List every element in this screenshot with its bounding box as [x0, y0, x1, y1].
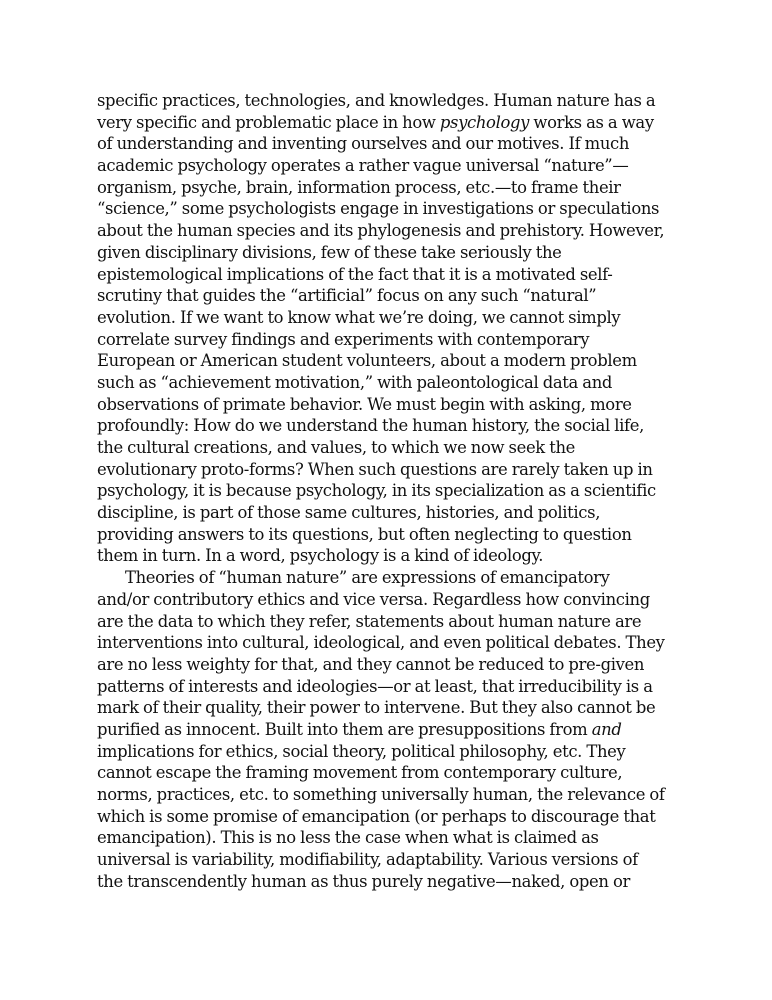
- text-line: profoundly: How do we understand the human history, the social life,: [97, 416, 644, 436]
- text-line: “science,” some psychologists engage in investigations or speculations: [97, 199, 660, 219]
- text-line: cannot escape the framing movement from contemporary culture,: [97, 763, 623, 783]
- text-line: European or American student volunteers, about a modern problem: [97, 351, 637, 371]
- page-body: [97, 90, 677, 892]
- text-span: very specific and problematic place in how: [97, 112, 440, 132]
- text-line: which is some promise of emancipation (or perhaps to discourage that: [97, 806, 656, 826]
- text-line: them in turn. In a word, psychology is a kind of ideology.: [97, 546, 544, 566]
- text-line: specific practices, technologies, and knowledges. Human nature has a: [97, 91, 656, 110]
- text-line: [97, 719, 677, 741]
- text-span: purified as innocent. Built into them are presuppositions from: [97, 719, 592, 739]
- text-line: implications for ethics, social theory, political philosophy, etc. They: [97, 741, 626, 761]
- text-line: and/or contributory ethics and vice versa. Regardless how convincing: [97, 589, 650, 609]
- text-line: about the human species and its phylogenesis and prehistory. However,: [97, 221, 665, 241]
- text-span: works as a way: [529, 112, 654, 132]
- text-line: psychology, it is because psychology, in its specialization as a scientific: [97, 481, 656, 501]
- italic-term: psychology: [439, 112, 530, 132]
- text-line: such as “achievement motivation,” with paleontological data and: [97, 372, 613, 392]
- text-line: evolution. If we want to know what we’re doing, we cannot simply: [97, 307, 621, 327]
- text-line: correlate survey findings and experiments with contemporary: [97, 329, 590, 349]
- text-line: scrutiny that guides the “artificial” focus on any such “natural”: [97, 286, 597, 306]
- text-line: the transcendently human as thus purely negative—naked, open or: [97, 871, 630, 891]
- text-line: are no less weighty for that, and they cannot be reduced to pre-given: [97, 654, 645, 674]
- text-line: Theories of “human nature” are expressions of emancipatory: [125, 568, 610, 588]
- italic-term: and: [591, 719, 622, 739]
- text-line: mark of their quality, their power to intervene. But they also cannot be: [97, 698, 656, 718]
- text-line: epistemological implications of the fact that it is a motivated self-: [97, 264, 613, 284]
- text-line: of understanding and inventing ourselves and our motives. If much: [97, 134, 630, 154]
- text-line: patterns of interests and ideologies—or at least, that irreducibility is a: [97, 676, 653, 696]
- text-line: universal is variability, modifiability, adaptability. Various versions of: [97, 850, 638, 870]
- text-line: emancipation). This is no less the case when what is claimed as: [97, 828, 599, 848]
- text-line: interventions into cultural, ideological, and even political debates. They: [97, 633, 665, 653]
- text-line: [97, 112, 677, 134]
- text-line: academic psychology operates a rather vague universal “nature”—: [97, 156, 629, 176]
- text-line: discipline, is part of those same cultures, histories, and politics,: [97, 503, 601, 523]
- text-line: providing answers to its questions, but often neglecting to question: [97, 524, 632, 544]
- text-line: are the data to which they refer, statements about human nature are: [97, 611, 642, 631]
- text-line: evolutionary proto-forms? When such questions are rarely taken up in: [97, 459, 653, 479]
- text-line: observations of primate behavior. We must begin with asking, more: [97, 394, 632, 414]
- text-line: the cultural creations, and values, to which we now seek the: [97, 438, 576, 457]
- text-line: norms, practices, etc. to something universally human, the relevance of: [97, 785, 665, 804]
- text-line: given disciplinary divisions, few of these take seriously the: [97, 242, 562, 262]
- text-line: organism, psyche, brain, information process, etc.—to frame their: [97, 177, 621, 197]
- paragraph-1: [97, 90, 677, 567]
- paragraph-2: [97, 567, 677, 892]
